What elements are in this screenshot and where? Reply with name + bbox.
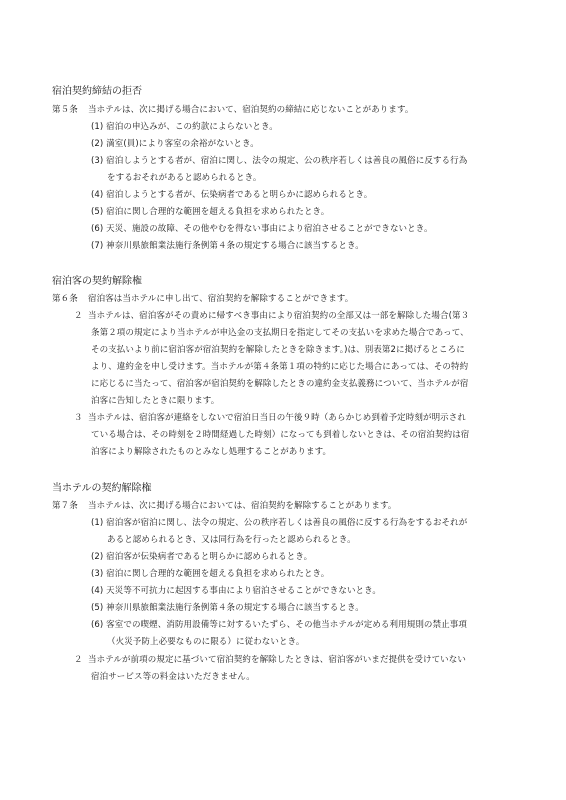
article-5-heading [52,104,414,116]
paragraph-continuation: 条第２項の規定により当ホテルが申込金の支払期日を指定してその支払いを求めた場合であって、 [91,328,469,338]
list-item: (6) 客室での喫煙、消防用設備等に対するいたずら、その他当ホテルが定める利用規則の禁止事項 [91,620,467,630]
article-7-heading [52,500,397,512]
list-item: (4) 宿泊しようとする者が、伝染病者であると明らかに認められるとき。 [91,190,373,200]
paragraph-2-line [74,654,466,666]
article-text: 当ホテルは、次に掲げる場合において、宿泊契約の締結に応じないことがあります。 [88,105,414,115]
paragraph-number: ３ [74,413,83,423]
article-label: 第６条 [52,294,78,304]
article-text: 当ホテルは、次に掲げる場合においては、宿泊契約を解除することがあります。 [88,501,397,511]
paragraph-text: 当ホテルが前項の規定に基づいて宿泊契約を解除したときは、宿泊客がいまだ提供を受けていない [88,655,466,665]
article-label: 第５条 [52,105,78,115]
list-item: (7) 神奈川県旅館業法施行条例第４条の規定する場合に該当するとき。 [91,241,364,251]
list-item: (3) 宿泊に関し合理的な範囲を超える負担を求められたとき。 [91,569,330,579]
paragraph-continuation: 宿泊サービス等の料金はいただきません。 [91,672,255,682]
paragraph-number: ２ [74,655,83,665]
list-item: (4) 天災等不可抗力に起因する事由により宿泊させることができないとき。 [91,586,382,596]
list-item: (6) 天災、施設の故障、その他やむを得ない事由により宿泊させることができないとき。 [91,224,433,234]
list-item: (5) 神奈川県旅館業法施行条例第４条の規定する場合に該当するとき。 [91,603,364,613]
article-label: 第７条 [52,501,78,511]
list-item-continuation: あると認められるとき、又は同行為を行ったと認められるとき。 [107,535,356,545]
section-title-guest-cancel: 宿泊客の契約解除権 [52,276,142,287]
list-item: (1) 宿泊の申込みが、この約款によらないとき。 [91,122,278,132]
paragraph-continuation: 泊客により解除されたものとみなし処理することがあります。 [91,447,332,457]
list-item-continuation: をするおそれがあると認められるとき。 [107,173,262,183]
list-item: (2) 満室(員)により客室の余裕がないとき。 [91,139,259,149]
paragraph-continuation: 泊客に告知したときに限ります。 [91,396,220,406]
article-6-heading [52,293,353,305]
paragraph-continuation: に応じるに当たって、宿泊客が宿泊契約を解除したときの違約金支払義務について、当ホテルが宿 [91,379,469,389]
paragraph-continuation: その支払いより前に宿泊客が宿泊契約を解除したときを除きます。)は、別表第2に掲げるところに [91,345,465,355]
section-title-refusal: 宿泊契約締結の拒否 [52,86,142,97]
paragraph-text: 当ホテルは、宿泊客がその責めに帰すべき事由により宿泊契約の全部又は一部を解除した場合(第３ [88,311,470,321]
paragraph-number: ２ [74,311,83,321]
list-item: (3) 宿泊しようとする者が、宿泊に関し、法令の規定、公の秩序若しくは善良の風俗に反する行為 [91,156,468,166]
section-title-hotel-cancel: 当ホテルの契約解除権 [52,483,152,494]
list-item-continuation: （火災予防上必要なものに限る）に従わないとき。 [107,637,305,647]
paragraph-2-line [74,310,469,322]
list-item: (5) 宿泊に関し合理的な範囲を超える負担を求められたとき。 [91,207,330,217]
paragraph-text: 当ホテルは、宿泊客が連絡をしないで宿泊日当日の午後９時（あらかじめ到着予定時刻が明示され [88,413,466,423]
paragraph-3-line [74,412,466,424]
paragraph-continuation: より、違約金を申し受けます。当ホテルが第４条第１項の特約に応じた場合にあっては、その特約 [91,362,469,372]
list-item: (1) 宿泊客が宿泊に関し、法令の規定、公の秩序若しくは善良の風俗に反する行為をするおそれが [91,518,468,528]
paragraph-continuation: ている場合は、その時刻を２時間経過した時刻）になっても到着しないときは、その宿泊契約は宿 [91,430,470,440]
list-item: (2) 宿泊客が伝染病者であると明らかに認められるとき。 [91,552,313,562]
article-text: 宿泊客は当ホテルに申し出て、宿泊契約を解除することができます。 [88,294,354,304]
